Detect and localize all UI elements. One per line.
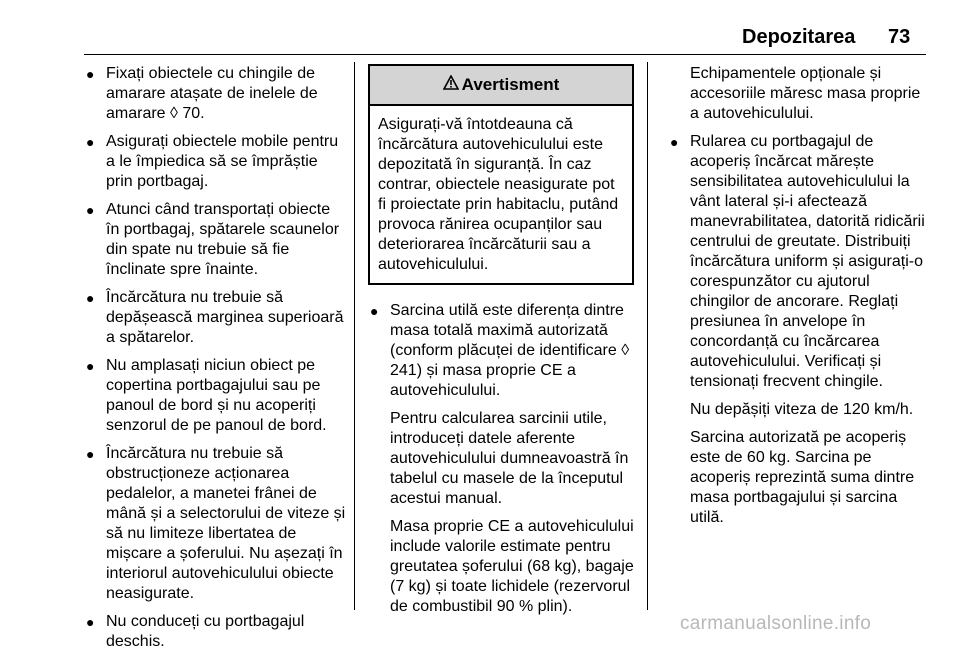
page-title: Depozitarea <box>742 26 856 48</box>
column-2 <box>368 64 634 625</box>
paragraph: Sarcina autorizată pe acoperiș este de 60 kg. Sarcina pe acoperiș reprezintă suma dintre masa portbagajului și sarcina utilă. <box>690 429 915 526</box>
paragraph: Pentru calcularea sarcinii utile, introduceți datele aferente autovehiculului dumneavoastră în tabelul cu masele de la începutul acestui manual. <box>390 410 629 507</box>
bullet-icon: ● <box>86 66 95 82</box>
list-item <box>84 132 346 192</box>
list-item <box>84 356 346 436</box>
list-item <box>84 64 346 124</box>
header-rule <box>84 54 926 55</box>
warning-title: Avertisment <box>461 75 560 94</box>
bullet-icon: ● <box>86 290 95 306</box>
list-item-text: Nu amplasați niciun obiect pe copertina portbagajului sau pe panoul de bord și nu acoperiți senzorul de pe panoul de bord. <box>106 357 327 434</box>
page-header <box>0 26 960 52</box>
paragraph: Masa proprie CE a autovehiculului include valorile estimate pentru greutatea șoferului (68 kg), bagaje (7 kg) și toate lichidele (rezervorul de combustibil 90 % plin). <box>390 518 634 615</box>
page-number: 73 <box>888 26 911 48</box>
list-item <box>84 444 346 604</box>
bullet-icon: ● <box>86 134 95 150</box>
column-divider-1 <box>354 62 355 610</box>
list-item <box>368 301 634 401</box>
list-item-text: Asigurați obiectele mobile pentru a le împiedica să se împrăștie prin portbagaj. <box>106 133 339 190</box>
bullet-icon: ● <box>86 614 95 630</box>
list-item <box>668 132 930 392</box>
column-3 <box>668 64 930 536</box>
bullet-icon: ● <box>670 134 679 150</box>
watermark: carmanualsonline.info <box>680 613 872 634</box>
list-item-text: Încărcătura nu trebuie să obstrucționeze acționarea pedalelor, a manetei frânei de mână și a selectorului de viteze și să nu limiteze libertatea de mișcare a șoferului. Nu așezați în interiorul autovehiculului obiecte neasigurate. <box>106 445 346 602</box>
bullet-list <box>668 132 930 392</box>
list-item-text: Atunci când transportați obiecte în portbagaj, spătarele scaunelor din spate nu trebuie să fie înclinate spre înainte. <box>106 201 340 278</box>
column-divider-2 <box>647 62 648 610</box>
bullet-list <box>368 301 634 401</box>
list-item <box>84 612 346 652</box>
paragraph: Nu depășiți viteza de 120 km/h. <box>690 401 914 418</box>
warning-triangle-icon <box>443 75 459 95</box>
list-item-text: Sarcina utilă este diferența dintre masa totală maximă autorizată (conform plăcuței de identificare ◊ 241) și masa proprie CE a autovehiculului. <box>390 302 630 399</box>
list-item <box>84 200 346 280</box>
list-item-text: Fixați obiectele cu chingile de amarare atașate de inelele de amarare ◊ 70. <box>106 65 318 122</box>
list-item <box>84 288 346 348</box>
paragraph-continuation: Echipamentele opționale și accesoriile măresc masa proprie a autovehiculului. <box>690 65 921 122</box>
warning-box <box>368 64 634 285</box>
bullet-icon: ● <box>86 202 95 218</box>
warning-text: Asigurați-vă întotdeauna că încărcătura autovehiculului este depozitată în siguranță. În caz contrar, obiectele neasigurate pot fi proiectate prin habitaclu, putând provoca rănirea ocupanților sau deteriorarea încărcăturii sau a autovehiculului. <box>378 116 619 273</box>
bullet-icon: ● <box>370 303 379 319</box>
list-item-text: Rularea cu portbagajul de acoperiș încărcat mărește sensibilitatea autovehiculului la vânt lateral și-i afectează manevrabilitatea, datorită ridicării centrului de greutate. Distribuiți încărcătura uniform și asigurați-o corespunzător cu ajutorul chingilor de ancorare. Reglați presiunea în anvelope în concordanță cu încărcarea autovehiculului. Verificați și tensionați frecvent chingile. <box>690 133 925 390</box>
bullet-icon: ● <box>86 446 95 462</box>
list-item-text: Încărcătura nu trebuie să depășească marginea superioară a spătarelor. <box>106 289 344 346</box>
list-item-text: Nu conduceți cu portbagajul deschis. <box>106 613 305 650</box>
bullet-icon: ● <box>86 358 95 374</box>
warning-header <box>370 66 632 106</box>
bullet-list <box>84 64 346 652</box>
column-1 <box>84 64 346 660</box>
